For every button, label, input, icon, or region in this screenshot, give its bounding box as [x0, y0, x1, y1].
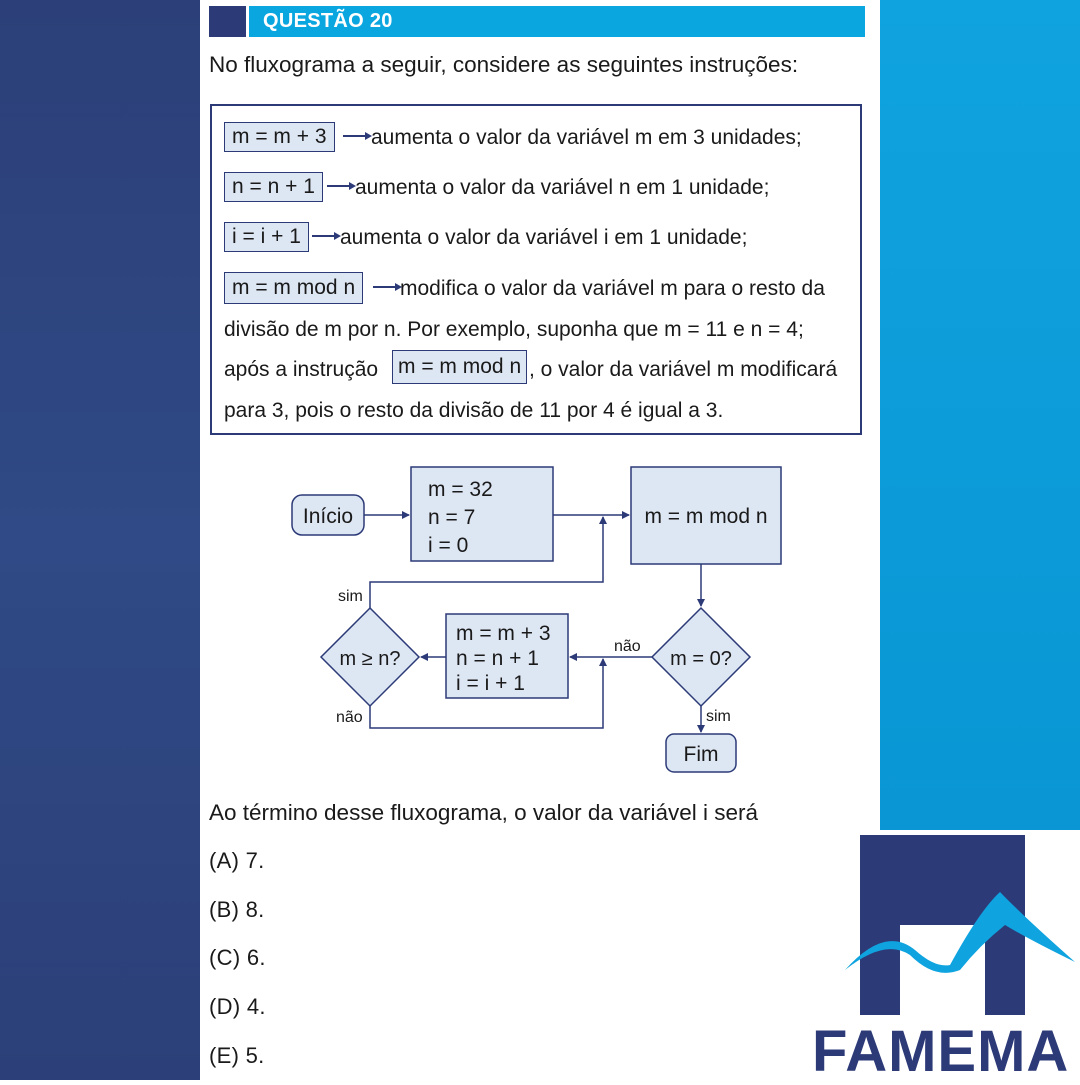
mod-explanation-line2-pre: após a instrução [224, 358, 379, 381]
rule-text-mod: modifica o valor da variável m para o resto da [400, 277, 825, 300]
init-n: n = 7 [428, 506, 476, 529]
label-nao-right: não [614, 638, 641, 655]
init-i: i = 0 [428, 534, 469, 557]
label-sim-end: sim [706, 708, 731, 725]
option-a[interactable]: (A) 7. [209, 848, 265, 873]
option-e[interactable]: (E) 5. [209, 1043, 265, 1068]
rule-code-i-plus-1: i = i + 1 [224, 222, 309, 252]
rule-text-n-plus-1: aumenta o valor da variável n em 1 unidade; [355, 176, 770, 199]
update-i: i = i + 1 [456, 672, 525, 695]
famema-logo-icon [840, 830, 1080, 1020]
famema-logo-text: FAMEMA [812, 1019, 1070, 1084]
option-c[interactable]: (C) 6. [209, 945, 266, 970]
decision-m-ge-n-label: m ≥ n? [339, 648, 401, 670]
init-m: m = 32 [428, 478, 493, 501]
rule-text-m-plus-3: aumenta o valor da variável m em 3 unidades; [371, 126, 802, 149]
intro-text: No fluxograma a seguir, considere as seguintes instruções: [209, 52, 799, 77]
mod-explanation-line2-post: , o valor da variável m modificará [529, 358, 838, 381]
update-m: m = m + 3 [456, 622, 551, 645]
mod-explanation-line3: para 3, pois o resto da divisão de 11 por 4 é igual a 3. [224, 399, 724, 422]
option-b[interactable]: (B) 8. [209, 897, 265, 922]
decision-m-zero-label: m = 0? [670, 648, 732, 670]
end-label: Fim [683, 743, 719, 766]
rule-code-mod: m = m mod n [224, 272, 363, 304]
rule-code-n-plus-1: n = n + 1 [224, 172, 323, 202]
question-title: QUESTÃO 20 [263, 10, 393, 32]
question-text: Ao término desse fluxograma, o valor da variável i será [209, 800, 759, 825]
label-nao-bottom: não [336, 709, 363, 726]
inline-code-mod: m = m mod n [392, 350, 527, 384]
rule-text-i-plus-1: aumenta o valor da variável i em 1 unidade; [340, 226, 748, 249]
start-label: Início [302, 505, 354, 528]
mod-explanation-line1: divisão de m por n. Por exemplo, suponha que m = 11 e n = 4; [224, 318, 804, 341]
label-sim-top: sim [338, 588, 363, 605]
option-d[interactable]: (D) 4. [209, 994, 266, 1019]
mod-label: m = m mod n [644, 505, 768, 528]
update-n: n = n + 1 [456, 647, 539, 670]
rule-code-m-plus-3: m = m + 3 [224, 122, 335, 152]
